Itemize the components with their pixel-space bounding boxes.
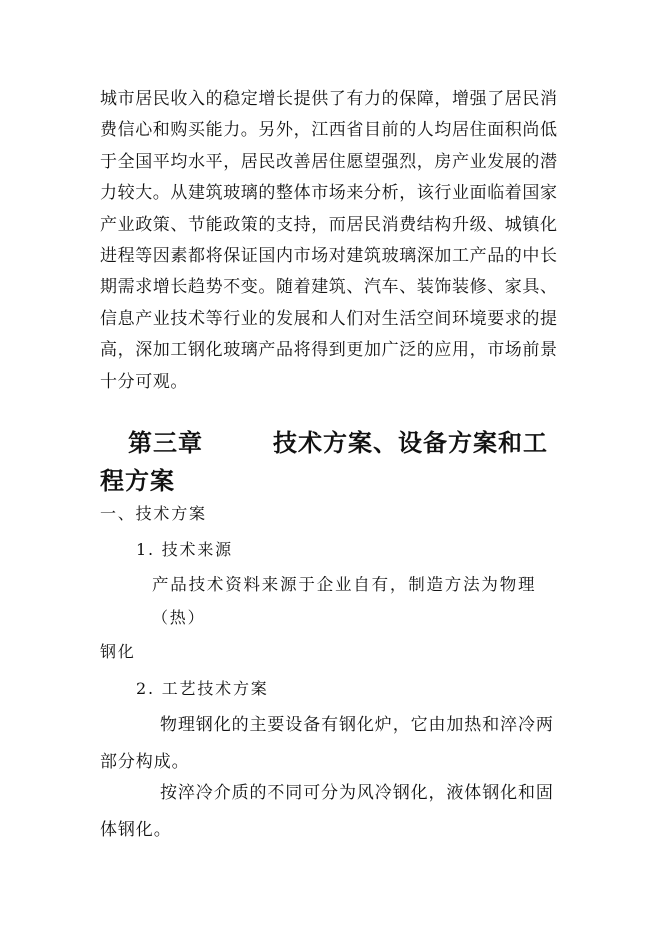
technology-source-text-end: 钢化 (100, 642, 136, 661)
process-paragraph-2 (100, 775, 560, 849)
subsection-heading-process-plan: 2. 工艺技术方案 (136, 679, 269, 698)
chapter-heading (100, 424, 570, 500)
process-paragraph-1 (100, 707, 560, 781)
section-heading-technical-plan: 一、技术方案 (100, 504, 207, 523)
intro-paragraph: 城市居民收入的稳定增长提供了有力的保障，增强了居民消费信心和购买能力。另外，江西省目前的人均居住面积尚低于全国平均水平，居民改善居住愿望强烈，房产业发展的潜力较大。从建筑玻璃的整体市场来分析，该行业面临着国家产业政策、节能政策的支持，而居民消费结构升级、城镇化进程等因素都将保证国内市场对建筑玻璃深加工产品的中长期需求增长趋势不变。随着建筑、汽车、装饰装修、家具、信息产业技术等行业的发展和人们对生活空间环境要求的提高，深加工钢化玻璃产品将得到更加广泛的应用，市场前景十分可观。 (100, 89, 558, 392)
chapter-number: 第三章 (128, 428, 203, 457)
technology-source-text-continued: （热） (152, 608, 206, 627)
subsection-heading-technology-source: 1. 技术来源 (136, 540, 233, 559)
technology-source-text: 产品技术资料来源于企业自有，制造方法为物理 (152, 575, 537, 594)
process-paragraph-2-text: 按淬冷介质的不同可分为风冷钢化，液体钢化和固体钢化。 (100, 783, 554, 840)
chapter-title: 技术方案、设备方案和工程方案 (100, 428, 548, 495)
process-paragraph-1-text: 物理钢化的主要设备有钢化炉，它由加热和淬冷两部分构成。 (100, 715, 554, 772)
